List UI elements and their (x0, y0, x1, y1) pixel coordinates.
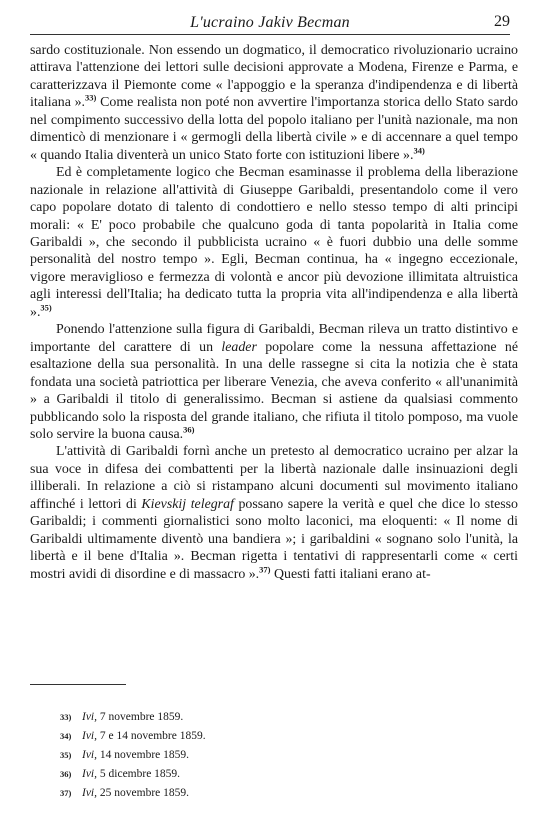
footnote-source: Ivi, (82, 730, 98, 742)
footnote-number: 36) (60, 769, 72, 779)
footnote-date: 7 e 14 novembre 1859. (99, 730, 206, 742)
footnote (60, 784, 206, 803)
running-title: L'ucraino Jakiv Becman (190, 14, 350, 31)
paragraph (30, 443, 518, 583)
italic-term: leader (221, 339, 257, 355)
footnote (60, 708, 206, 727)
footnote-source: Ivi, (82, 749, 98, 761)
footnote-separator (30, 684, 126, 685)
text-run: sardo costituzionale. Non essendo un dogmatico, il democratico rivoluzionario ucraino attirava l'attenzione dei lettori sulle decisioni approvate a Modena, Firenze e Parma, e caratterizzava il Piemonte come « l'appoggio e la speranza d'indipendenza e di libertà italiana ». (30, 43, 518, 111)
footnote-source: Ivi, (82, 711, 98, 723)
text-run: L'attività di Garibaldi fornì anche un pretesto al democratico ucraino per alzar la sua voce in difesa dei combattenti per la libertà nazionale dalle insinuazioni degli illiberali. In relazione a ciò si ristampano alcuni documenti sul movimento italiano affinché i lettori di (30, 444, 518, 512)
body-text (30, 42, 518, 583)
footnote-source: Ivi, (82, 787, 98, 799)
footnote (60, 765, 206, 784)
footnote-reference: 36) (183, 424, 195, 435)
footnote-number: 33) (60, 712, 72, 722)
paragraph (30, 42, 518, 164)
footnote-number: 34) (60, 731, 72, 741)
footnote-reference: 34) (413, 145, 425, 156)
footnote-date: 14 novembre 1859. (99, 749, 189, 761)
footnote-number: 35) (60, 750, 72, 760)
footnote (60, 746, 206, 765)
text-run: popolare come la nessuna affettazione né esaltazione della sua personalità. In una delle rassegne si cita la notizia che è stata fondata una società patriottica per liberare Venezia, che aveva conferito « all'unanimità » a Garibaldi il titolo di generalissimo. Becman si astiene da qualsiasi commento pubblicando solo la risposta del grande italiano, che rifiuta il titolo pomposo, ma vuole solo servire la buona causa. (30, 339, 519, 442)
footnote-date: 5 dicembre 1859. (99, 768, 181, 780)
text-run: Questi fatti italiani erano at- (270, 566, 431, 582)
footnotes (60, 708, 206, 803)
italic-term: Kievskij telegraf (141, 496, 234, 512)
footnote-date: 25 novembre 1859. (99, 787, 189, 799)
paragraph (30, 164, 518, 321)
text-run: Come realista non poté non avvertire l'importanza storica dello Stato sardo nel compimento successivo della lotta del popolo italiano per l'unità nazionale, ma non dimenticò di menzionare i « germogli della libertà civile » e di accennare a quel tempo « quando Italia diventerà un unico Stato forte con istituzioni libere ». (30, 95, 518, 163)
paragraph (30, 321, 518, 443)
text-run: Ed è completamente logico che Becman esaminasse il problema della liberazione nazionale in relazione all'attività di Giuseppe Garibaldi, presentandolo come il vero capo popolare dotato di talento di condottiero e nello stesso tempo di alti principi morali: « E' poco probabile che qualcuno goda di tanta popolarità in Italia come Garibaldi », che secondo il pubblicista ucraino « è fuori dubbio una delle somme personalità del nostro tempo ». Egli, Becman continua, ha « ingegno eccezionale, vigore meraviglioso e fermezza di volontà e ancor più devozione illimitata altruistica agli interessi dell'Italia; ha dedicato tutta la propria vita all'indipendenza e alla libertà ». (30, 165, 518, 320)
footnote-date: 7 novembre 1859. (99, 711, 184, 723)
text-run: possano sapere la verità e quel che dice lo stesso Garibaldi; i commenti giornalistici sono molto laconici, ma eloquenti: « Il nome di Garibaldi ultimamente diventò una bandiera »; i garibaldini « sognano solo l'unità, la libertà e il bene d'Italia ». Becman rigetta i tentativi di rappresentarli come « certi mostri avidi di disordine e di massacro ». (30, 496, 518, 582)
text-run: Ponendo l'attenzione sulla figura di Garibaldi, Becman rileva un tratto distintivo e importante del carattere di un (30, 322, 518, 355)
footnote-reference: 37) (259, 563, 271, 574)
footnote-reference: 33) (85, 92, 97, 103)
page-header (30, 8, 510, 35)
footnote (60, 727, 206, 746)
footnote-reference: 35) (40, 302, 52, 313)
page-number: 29 (494, 13, 510, 30)
footnote-number: 37) (60, 788, 72, 798)
footnote-source: Ivi, (82, 768, 98, 780)
